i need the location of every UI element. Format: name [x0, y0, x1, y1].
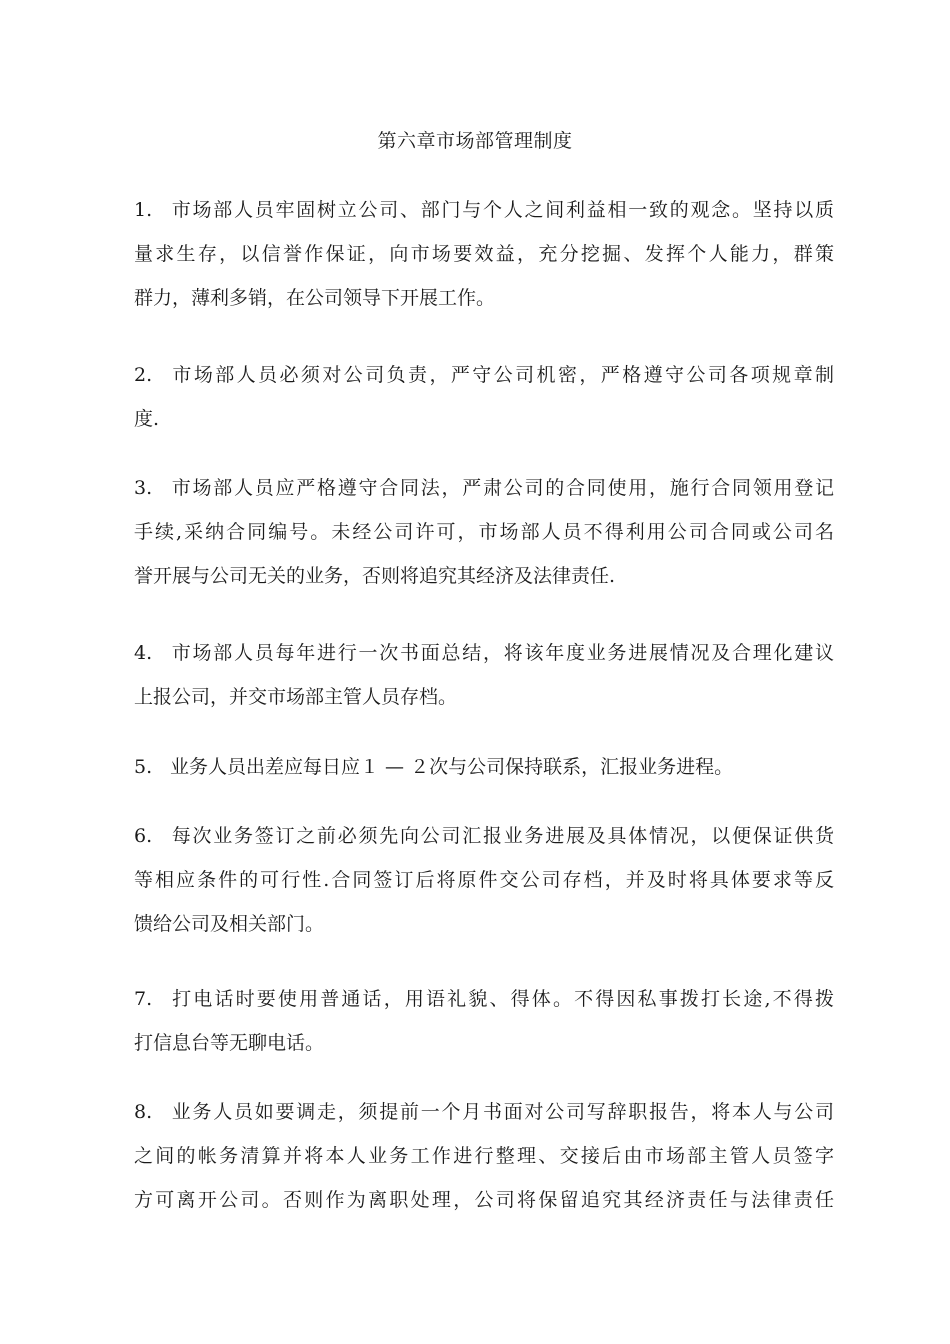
- paragraph-line: 7. 打电话时要使用普通话，用语礼貌、得体。不得因私事拨打长途,不得拨: [134, 977, 834, 1021]
- paragraph-6: [134, 814, 834, 946]
- paragraph-line: 上报公司，并交市场部主管人员存档。: [134, 686, 458, 708]
- paragraph-3: [134, 466, 834, 598]
- paragraph-7: [134, 977, 834, 1065]
- paragraph-number: 4.: [134, 642, 153, 664]
- paragraph-line: 誉开展与公司无关的业务，否则将追究其经济及法律责任.: [134, 565, 616, 587]
- paragraph-line: 6. 每次业务签订之前必须先向公司汇报业务进展及具体情况，以便保证供货: [134, 814, 834, 858]
- paragraph-line: 3. 市场部人员应严格遵守合同法，严肃公司的合同使用，施行合同领用登记: [134, 466, 834, 510]
- paragraph-1: [134, 188, 834, 320]
- paragraph-number: 1.: [134, 199, 153, 221]
- paragraph-line: 等相应条件的可行性.合同签订后将原件交公司存档，并及时将具体要求等反: [134, 869, 834, 891]
- paragraph-2: [134, 353, 834, 441]
- paragraph-line: 8. 业务人员如要调走，须提前一个月书面对公司写辞职报告，将本人与公司: [134, 1090, 834, 1134]
- paragraph-line: 打信息台等无聊电话。: [134, 1032, 325, 1054]
- paragraph-number: 3.: [134, 477, 153, 499]
- page-title: 第六章市场部管理制度: [377, 130, 573, 152]
- paragraph-number: 7.: [134, 988, 153, 1010]
- paragraph-number: 5.: [134, 756, 153, 778]
- paragraph-line: 5. 业务人员出差应每日应１ — ２次与公司保持联系，汇报业务进程。: [134, 745, 834, 789]
- paragraph-line: 群力，薄利多销，在公司领导下开展工作。: [134, 287, 496, 309]
- paragraph-number: 6.: [134, 825, 153, 847]
- paragraph-line: 1. 市场部人员牢固树立公司、部门与个人之间利益相一致的观念。坚持以质: [134, 188, 834, 232]
- paragraph-5: [134, 745, 834, 789]
- paragraph-8: [134, 1090, 834, 1222]
- paragraph-line: 度.: [134, 408, 160, 430]
- paragraph-line: 馈给公司及相关部门。: [134, 913, 325, 935]
- paragraph-line: 量求生存，以信誉作保证，向市场要效益，充分挖掘、发挥个人能力，群策: [134, 243, 834, 265]
- paragraph-4: [134, 631, 834, 719]
- paragraph-line: 4. 市场部人员每年进行一次书面总结，将该年度业务进展情况及合理化建议: [134, 631, 834, 675]
- paragraph-line: 2. 市场部人员必须对公司负责，严守公司机密，严格遵守公司各项规章制: [134, 353, 834, 397]
- paragraph-number: 8.: [134, 1101, 153, 1123]
- paragraph-number: 2.: [134, 364, 153, 386]
- paragraph-line: 之间的帐务清算并将本人业务工作进行整理、交接后由市场部主管人员签字: [134, 1145, 834, 1167]
- paragraph-line: 手续,采纳合同编号。未经公司许可，市场部人员不得利用公司合同或公司名: [134, 521, 834, 543]
- paragraph-line: 方可离开公司。否则作为离职处理，公司将保留追究其经济责任与法律责任: [134, 1189, 834, 1211]
